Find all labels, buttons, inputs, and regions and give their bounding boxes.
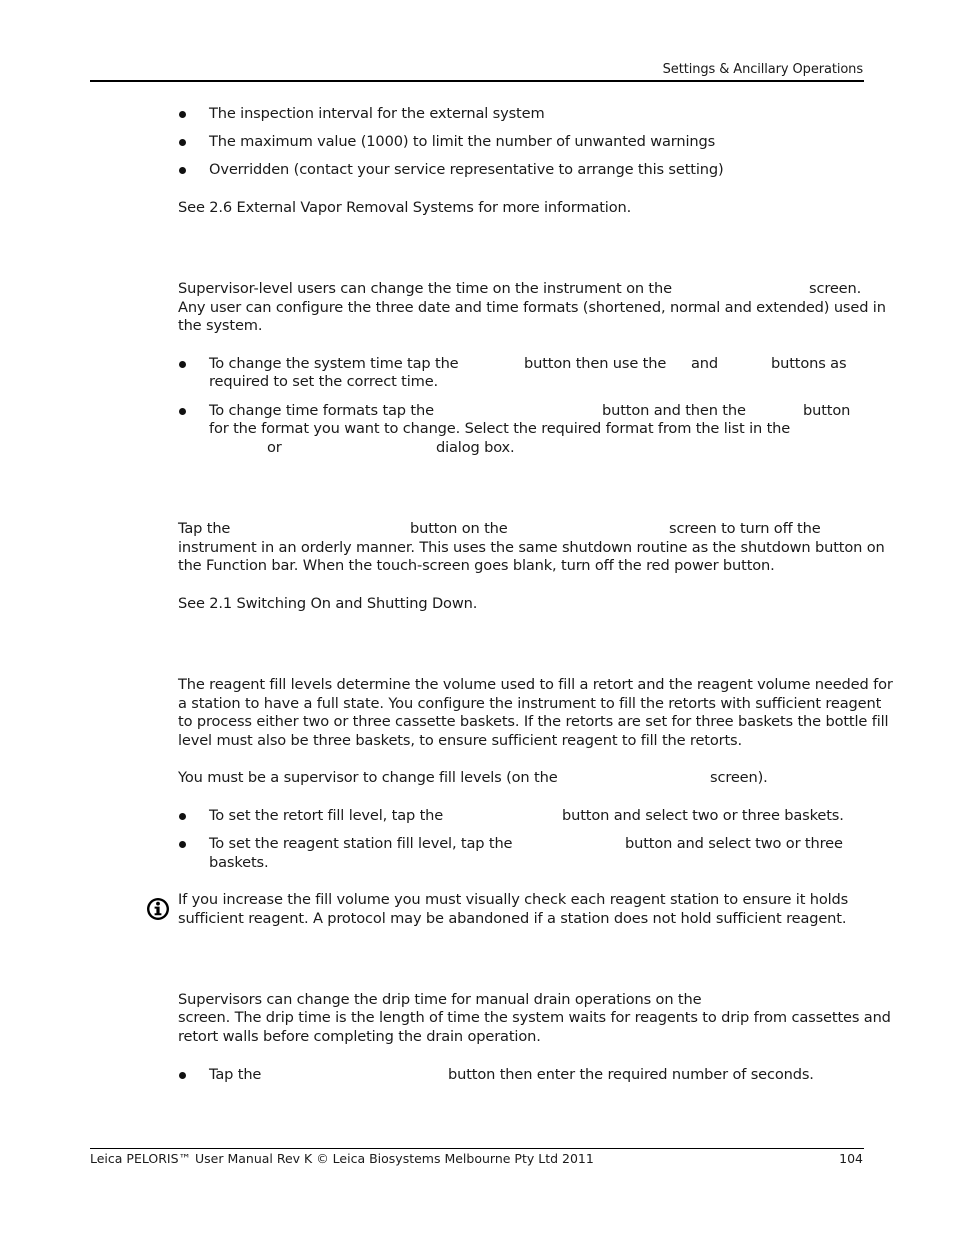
fill-bullet-1-part-b: button and select two or three baskets.	[562, 807, 844, 824]
time-bullet-1-part-a: To change the system time tap the	[209, 355, 459, 372]
page-number: 104	[839, 1151, 863, 1166]
time-intro-part-1: Supervisor-level users can change the time on the instrument on the	[178, 280, 672, 297]
footer-rule	[90, 1148, 864, 1149]
vapor-bullet-2: The maximum value (1000) to limit the number of unwanted warnings	[209, 133, 716, 150]
bullet-dot	[179, 111, 186, 118]
time-bullet-1-part-c: and	[691, 355, 719, 372]
time-intro-line-2: Any user can configure the three date and time formats (shortened, normal and extended) used in	[178, 299, 886, 316]
shutdown-see-also: See 2.1 Switching On and Shutting Down.	[178, 595, 478, 612]
time-bullet-2-line-3-part-a: or	[267, 439, 282, 456]
vapor-bullet-3: Overridden (contact your service representative to arrange this setting)	[209, 161, 724, 178]
vapor-see-also: See 2.6 External Vapor Removal Systems for more information.	[178, 199, 632, 216]
bullet-dot	[179, 1072, 186, 1079]
shutdown-line-2: instrument in an orderly manner. This uses the same shutdown routine as the shutdown button on	[178, 539, 885, 556]
bullet-dot	[179, 167, 186, 174]
time-bullet-1-part-b: button then use the	[524, 355, 667, 372]
time-bullet-2-line-3-part-b: dialog box.	[436, 439, 515, 456]
bullet-dot	[179, 841, 186, 848]
drip-line-2: screen. The drip time is the length of time the system waits for reagents to drip from cassettes and	[178, 1009, 891, 1026]
time-intro-line-3: the system.	[178, 317, 263, 334]
time-bullet-1-part-d: buttons as	[771, 355, 847, 372]
drip-bullet-part-b: button then enter the required number of seconds.	[448, 1066, 814, 1083]
info-icon	[146, 897, 170, 921]
time-bullet-2-part-c: button	[803, 402, 851, 419]
drip-line-3: retort walls before completing the drain operation.	[178, 1028, 541, 1045]
drip-line-1: Supervisors can change the drip time for manual drain operations on the	[178, 991, 702, 1008]
fill-line-4: level must also be three baskets, to ensure sufficient reagent to fill the retorts.	[178, 732, 743, 749]
bullet-dot	[179, 813, 186, 820]
note-line-1: If you increase the fill volume you must visually check each reagent station to ensure it holds	[178, 891, 849, 908]
fill-bullet-2-line-2: baskets.	[209, 854, 269, 871]
footer-copyright: Leica PELORIS™ User Manual Rev K © Leica Biosystems Melbourne Pty Ltd 2011	[90, 1151, 594, 1166]
time-bullet-2-line-2: for the format you want to change. Select the required format from the list in the	[209, 420, 791, 437]
time-bullet-2-part-b: button and then the	[602, 402, 746, 419]
fill-supervisor-part-b: screen).	[710, 769, 768, 786]
fill-bullet-2-part-a: To set the reagent station fill level, tap the	[209, 835, 513, 852]
time-bullet-1-line-2: required to set the correct time.	[209, 373, 439, 390]
time-bullet-2-part-a: To change time formats tap the	[209, 402, 434, 419]
shutdown-part-a: Tap the	[178, 520, 231, 537]
fill-bullet-2-part-b: button and select two or three	[625, 835, 843, 852]
header-rule	[90, 80, 864, 82]
shutdown-part-c: screen to turn off the	[669, 520, 821, 537]
shutdown-part-b: button on the	[410, 520, 508, 537]
running-header: Settings & Ancillary Operations	[662, 62, 863, 77]
fill-line-2: a station to have a full state. You configure the instrument to fill the retorts with sufficient reagent	[178, 695, 882, 712]
time-intro-part-2: screen.	[809, 280, 862, 297]
fill-bullet-1-part-a: To set the retort fill level, tap the	[209, 807, 444, 824]
shutdown-line-3: the Function bar. When the touch-screen goes blank, turn off the red power button.	[178, 557, 775, 574]
bullet-dot	[179, 139, 186, 146]
vapor-bullet-1: The inspection interval for the external system	[209, 105, 545, 122]
drip-bullet-part-a: Tap the	[209, 1066, 262, 1083]
bullet-dot	[179, 361, 186, 368]
fill-line-1: The reagent fill levels determine the volume used to fill a retort and the reagent volume needed for	[178, 676, 893, 693]
bullet-dot	[179, 408, 186, 415]
note-line-2: sufficient reagent. A protocol may be abandoned if a station does not hold sufficient reagent.	[178, 910, 847, 927]
fill-line-3: to process either two or three cassette baskets. If the retorts are set for three baskets the bottle fill	[178, 713, 889, 730]
fill-supervisor-part-a: You must be a supervisor to change fill levels (on the	[178, 769, 558, 786]
